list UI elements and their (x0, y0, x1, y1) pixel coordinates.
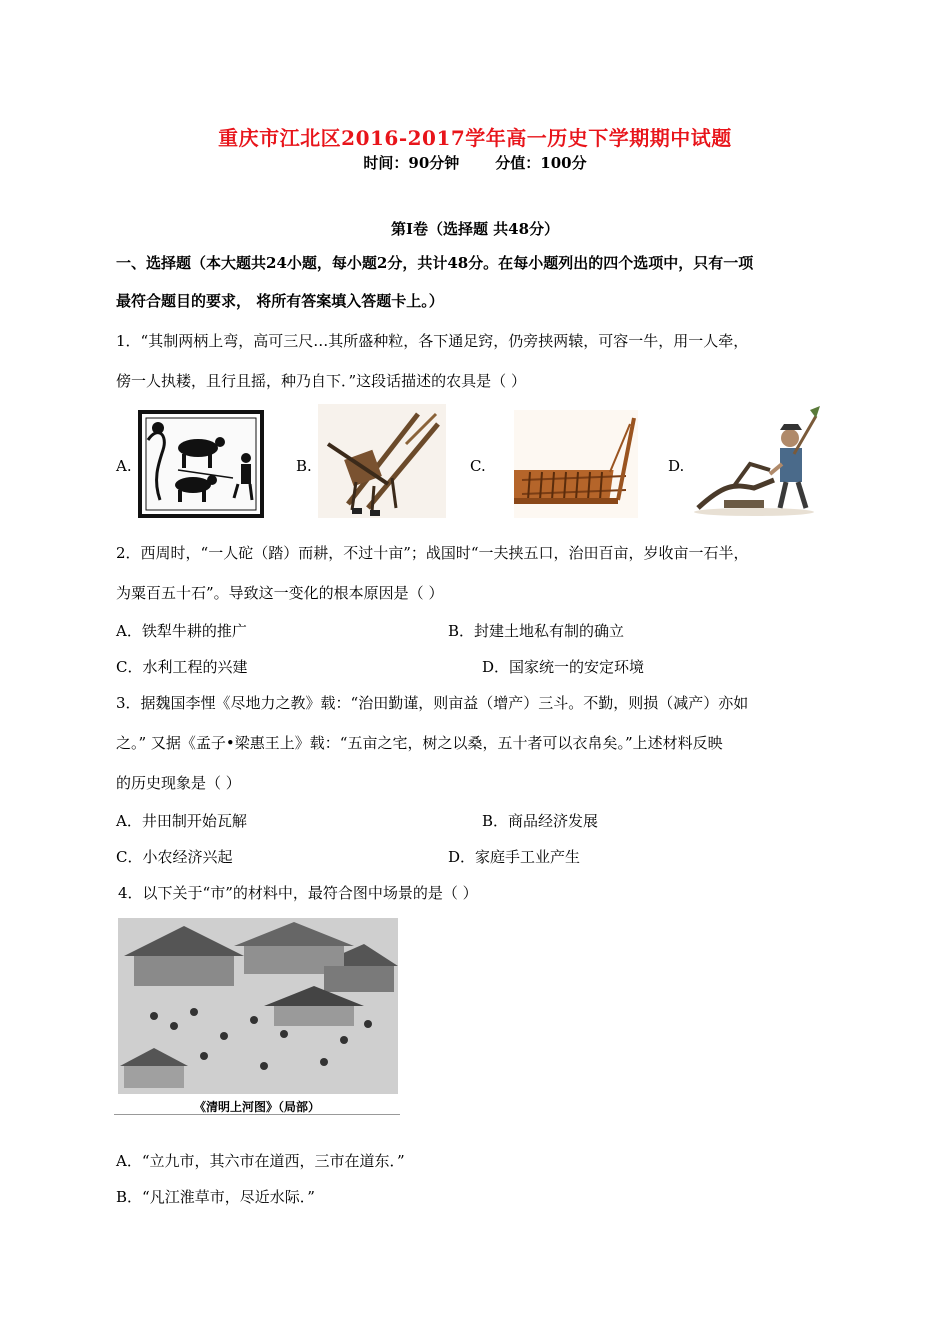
q2-line2: 为粟百五十石”。导致这一变化的根本原因是（ ） (116, 584, 444, 602)
q2-option-b: B．封建土地私有制的确立 (448, 622, 625, 640)
q1-option-d-image (694, 404, 826, 518)
image-caption: 《清明上河图》（局部） (193, 1100, 320, 1114)
q1-option-a-image (138, 410, 264, 518)
q1-option-d-label: D. (668, 457, 685, 475)
q4-line1: 4．以下关于“市”的材料中，最符合图中场景的是（ ） (118, 884, 478, 902)
q4-option-b: B．“凡江淮草市，尽近水际．” (116, 1188, 315, 1206)
q1-option-b-label: B. (296, 457, 312, 475)
q2-option-c: C．水利工程的兴建 (116, 658, 248, 676)
q3-line2: 之。” 又据《孟子•梁惠王上》载：“五亩之宅，树之以桑，五十者可以衣帛矣。”上述材料反映 (116, 734, 723, 752)
q2-line1: 2．西周时，“一人砣（踏）而耕，不过十亩”；战国时“一夫挟五口，治田百亩，岁收亩一石半， (116, 544, 749, 562)
q4-option-a: A．“立九市，其六市在道西，三市在道东．” (116, 1152, 405, 1170)
q1-option-c-image (514, 410, 638, 518)
q3-option-c: C．小农经济兴起 (116, 848, 233, 866)
q1-option-c-label: C. (470, 457, 486, 475)
q2-option-d: D．国家统一的安定环境 (482, 658, 645, 676)
instructions-line1: 一、选择题（本大题共24小题，每小题2分，共计48分。在每小题列出的四个选项中，只有一项 (116, 254, 754, 272)
q3-option-d: D．家庭手工业产生 (448, 848, 581, 866)
qingming-scroll-image (114, 916, 400, 1116)
q3-option-a: A．井田制开始瓦解 (116, 812, 247, 830)
q1-line1: 1．“其制两柄上弯，高可三尺…其所盛种粒，各下通足窍，仍旁挟两辕，可容一牛，用一人牵， (116, 332, 749, 350)
exam-score: 分值：100分 (495, 154, 587, 172)
q1-option-a-label: A. (116, 457, 132, 475)
page-title: 重庆市江北区2016-2017学年高一历史下学期期中试题 (218, 126, 732, 150)
instructions-line2: 最符合题目的要求， 将所有答案填入答题卡上。） (116, 292, 444, 310)
q1-line2: 傍一人执耧，且行且摇，种乃自下．”这段话描述的农具是（ ） (116, 372, 526, 390)
exam-meta (0, 152, 950, 173)
q3-line1: 3．据魏国李悝《尽地力之教》载：“治田勤谨，则亩益（增产）三斗。不勤，则损（减产）亦如 (116, 694, 749, 712)
exam-time: 时间：90分钟 (363, 154, 460, 172)
q2-option-a: A．铁犁牛耕的推广 (116, 622, 247, 640)
q3-option-b: B．商品经济发展 (482, 812, 599, 830)
caption-divider (114, 1114, 400, 1115)
q3-line3: 的历史现象是（ ） (116, 774, 241, 792)
q1-option-b-image (318, 404, 446, 518)
section-heading: 第Ⅰ卷（选择题 共48分） (390, 220, 560, 238)
